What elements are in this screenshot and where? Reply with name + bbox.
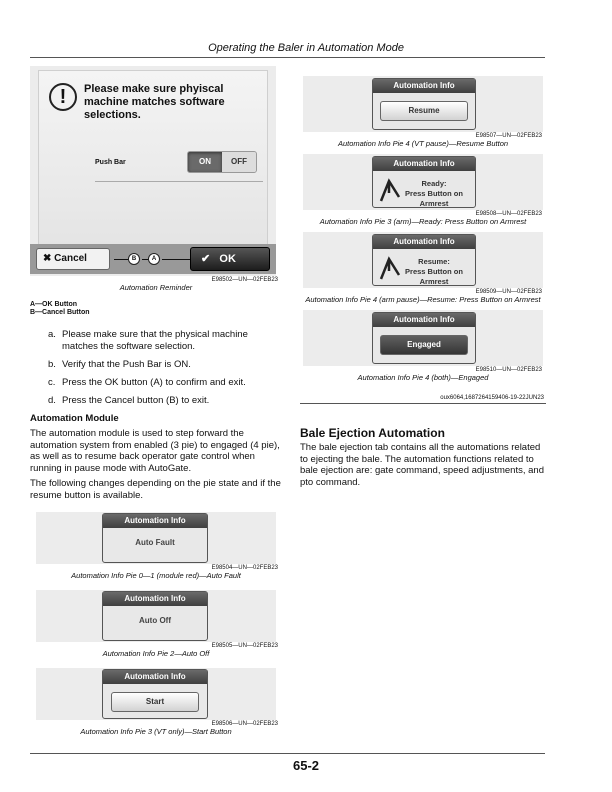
- left-column: [30, 66, 282, 736]
- resume-button[interactable]: Resume: [380, 101, 468, 121]
- automation-reminder-figure: [30, 66, 276, 276]
- figure-id: E98508—UN—02FEB23: [475, 211, 542, 217]
- step-label: d.: [48, 395, 56, 406]
- figure-caption: Automation Info Pie 2—Auto Off: [102, 649, 210, 658]
- callout-a-arrow: [162, 259, 190, 260]
- message-line: Press Button on: [405, 189, 463, 198]
- message-line: Resume:: [418, 257, 450, 266]
- toggle-off-option[interactable]: OFF: [222, 152, 256, 172]
- legend-b: B—Cancel Button: [30, 309, 90, 316]
- warning-icon: !: [49, 83, 77, 111]
- bale-ejection-heading: Bale Ejection Automation: [300, 426, 445, 440]
- resume-button-figure: [303, 76, 543, 132]
- step-list: [30, 329, 282, 407]
- figure-caption: Automation Info Pie 4 (VT pause)—Resume Button: [337, 139, 509, 148]
- auto-off-status: Auto Off: [139, 616, 171, 625]
- step-text: Press the Cancel button (B) to exit.: [62, 395, 210, 406]
- resume-message: [397, 257, 471, 287]
- automation-info-panel: [372, 78, 476, 130]
- right-column: [300, 10, 546, 488]
- ok-button-label: OK: [219, 253, 236, 265]
- legend-a: A—OK Button: [30, 301, 78, 308]
- reminder-button-bar: [30, 244, 276, 274]
- list-item: [48, 377, 282, 389]
- auto-off-figure: [36, 590, 276, 642]
- figure-id: E98509—UN—02FEB23: [475, 289, 542, 295]
- automation-info-header: Automation Info: [373, 157, 475, 171]
- page-number: 65-2: [292, 758, 320, 773]
- automation-info-header: Automation Info: [103, 592, 207, 606]
- callout-b-arrow: [114, 259, 128, 260]
- step-label: b.: [48, 359, 56, 370]
- step-label: a.: [48, 329, 56, 340]
- step-text: Press the OK button (A) to confirm and exit.: [62, 377, 246, 388]
- figure-id: E98502—UN—02FEB23: [211, 277, 278, 283]
- automation-info-panel: [372, 156, 476, 208]
- resume-armrest-figure: [303, 232, 543, 288]
- list-item: [48, 329, 282, 353]
- step-label: c.: [48, 377, 56, 388]
- toggle-on-option[interactable]: ON: [188, 152, 222, 172]
- automation-info-panel: [102, 513, 208, 563]
- figure-caption: Automation Info Pie 3 (arm)—Ready: Press Button on Armrest: [319, 217, 527, 226]
- callout-legend: [30, 301, 282, 317]
- automation-info-panel: [372, 312, 476, 364]
- start-button-figure: [36, 668, 276, 720]
- automation-info-header: Automation Info: [103, 670, 207, 684]
- bale-ejection-para: The bale ejection tab contains all the automations related to ejecting the bale. The automation functions related to bale ejection are: gate command, speed adjustments, and pto command.: [300, 442, 544, 488]
- step-text: Please make sure that the physical machine matches the software selection.: [62, 329, 248, 352]
- message-line: Armrest: [419, 199, 449, 208]
- ready-armrest-figure: [303, 154, 543, 210]
- figure-caption: Automation Info Pie 4 (arm pause)—Resume: Press Button on Armrest: [305, 295, 541, 304]
- engaged-button[interactable]: Engaged: [380, 335, 468, 355]
- reminder-divider: [95, 181, 263, 182]
- callout-b: B: [128, 253, 140, 265]
- automation-info-panel: [102, 591, 208, 641]
- message-line: Press Button on: [405, 267, 463, 276]
- engaged-figure: [303, 310, 543, 366]
- figure-id: E98507—UN—02FEB23: [475, 133, 542, 139]
- figure-caption: Automation Reminder: [119, 283, 193, 292]
- callout-a: A: [148, 253, 160, 265]
- reminder-title: Please make sure phyiscal machine matches software selections.: [84, 83, 225, 121]
- automation-info-header: Automation Info: [373, 79, 475, 93]
- automation-info-panel: [372, 234, 476, 286]
- footer-rule: [30, 753, 545, 754]
- ok-button[interactable]: [190, 247, 270, 271]
- automation-module-para-2: The following changes depending on the pie state and if the resume button is available.: [30, 478, 281, 501]
- page-header: Operating the Baler in Automation Mode: [208, 42, 404, 54]
- automation-info-panel: [102, 669, 208, 719]
- push-bar-toggle[interactable]: [187, 151, 257, 173]
- automation-module-heading: Automation Module: [30, 413, 119, 424]
- list-item: [48, 359, 282, 371]
- cancel-button[interactable]: [36, 248, 110, 270]
- figure-caption: Automation Info Pie 4 (both)—Engaged: [357, 373, 489, 382]
- automation-info-header: Automation Info: [373, 235, 475, 249]
- push-bar-label: Push Bar: [95, 159, 126, 166]
- automation-info-header: Automation Info: [373, 313, 475, 327]
- close-icon: ✖: [43, 253, 52, 264]
- figure-id: E98506—UN—02FEB23: [211, 721, 278, 727]
- figure-caption: Automation Info Pie 3 (VT only)—Start Button: [80, 727, 232, 736]
- auto-fault-status: Auto Fault: [135, 538, 175, 547]
- ready-message: [397, 179, 471, 209]
- automation-module-para-1: The automation module is used to step forward the automation system from enabled (3 pie) to engaged (4 pie), as well as to resume back operator gate control when running in pause mode with AutoGate.: [30, 428, 280, 474]
- figure-id: E98505—UN—02FEB23: [211, 643, 278, 649]
- step-text: Verify that the Push Bar is ON.: [62, 359, 191, 370]
- automation-info-header: Automation Info: [103, 514, 207, 528]
- auto-fault-figure: [36, 512, 276, 564]
- message-line: Armrest: [419, 277, 449, 286]
- reference-code: oux6064,1687264159406-19-22JUN23: [440, 395, 544, 401]
- checkmark-icon: ✔: [201, 253, 211, 265]
- start-button[interactable]: Start: [111, 692, 199, 712]
- figure-id: E98504—UN—02FEB23: [211, 565, 278, 571]
- figure-id: E98510—UN—02FEB23: [475, 367, 542, 373]
- message-line: Ready:: [421, 179, 447, 188]
- cancel-button-label: Cancel: [54, 253, 87, 264]
- figure-caption: Automation Info Pie 0—1 (module red)—Auto Fault: [71, 571, 241, 580]
- section-rule: [300, 403, 546, 404]
- reminder-dialog: [38, 70, 268, 250]
- list-item: [48, 395, 282, 407]
